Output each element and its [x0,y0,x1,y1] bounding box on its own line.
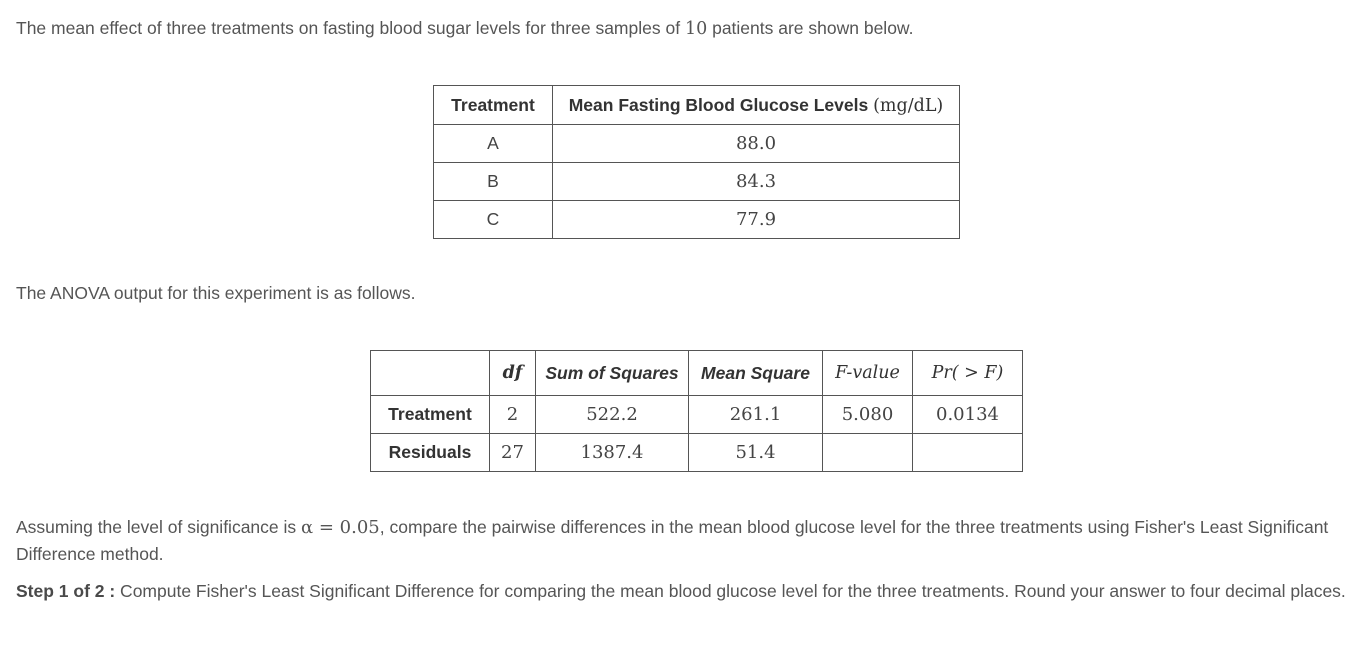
mean-header-label: Mean Fasting Blood Glucose Levels [568,94,874,115]
treatment-cell: A [434,125,553,163]
ss-cell: 1387.4 [536,434,689,472]
source-cell: Treatment [371,396,490,434]
ss-header: Sum of Squares [536,351,689,396]
ms-cell: 51.4 [689,434,823,472]
ms-header: Mean Square [689,351,823,396]
mean-header-unit: (mg/dL) [873,95,944,116]
means-header-row [434,86,960,125]
p-cell: 0.0134 [913,396,1023,434]
mean-cell: 84.3 [553,163,960,201]
significance-text [16,514,1356,567]
intro-text [16,18,913,39]
anova-header-row [371,351,1023,396]
intro-before: The mean effect of three treatments on fasting blood sugar levels for three samples of [16,18,685,38]
anova-intro-text: The ANOVA output for this experiment is as follows. [16,283,416,303]
f-cell [823,434,913,472]
df-header: df [490,351,536,396]
df-cell: 27 [490,434,536,472]
f-header: F-value [823,351,913,396]
mean-cell: 88.0 [553,125,960,163]
step-text [16,578,1361,604]
means-table [433,85,960,239]
p-cell [913,434,1023,472]
sample-size: 10 [684,19,708,39]
treatment-cell: C [434,201,553,239]
mean-header [553,86,960,125]
treatment-cell: B [434,163,553,201]
intro-after: patients are shown below. [707,18,914,38]
source-cell: Residuals [371,434,490,472]
ss-cell: 522.2 [536,396,689,434]
table-row [434,201,960,239]
mean-cell: 77.9 [553,201,960,239]
significance-after: , compare the pairwise differences in the mean blood glucose level for the three treatments using Fisher's Least Significant Difference method. [16,517,1329,564]
step-label: Step 1 of 2 : [16,581,116,601]
table-row [371,434,1023,472]
df-cell: 2 [490,396,536,434]
table-row [434,125,960,163]
treatment-header: Treatment [434,86,553,125]
ms-cell: 261.1 [689,396,823,434]
step-instruction: Compute Fisher's Least Significant Difference for comparing the mean blood glucose level for the three treatments. Round your answer to four decimal places. [115,581,1346,601]
anova-table [370,350,1023,472]
alpha-value: α = 0.05 [301,517,380,538]
table-row [434,163,960,201]
table-row [371,396,1023,434]
significance-before: Assuming the level of significance is [16,517,301,537]
f-cell: 5.080 [823,396,913,434]
p-header: Pr( > F) [913,351,1023,396]
anova-corner-header [371,351,490,396]
